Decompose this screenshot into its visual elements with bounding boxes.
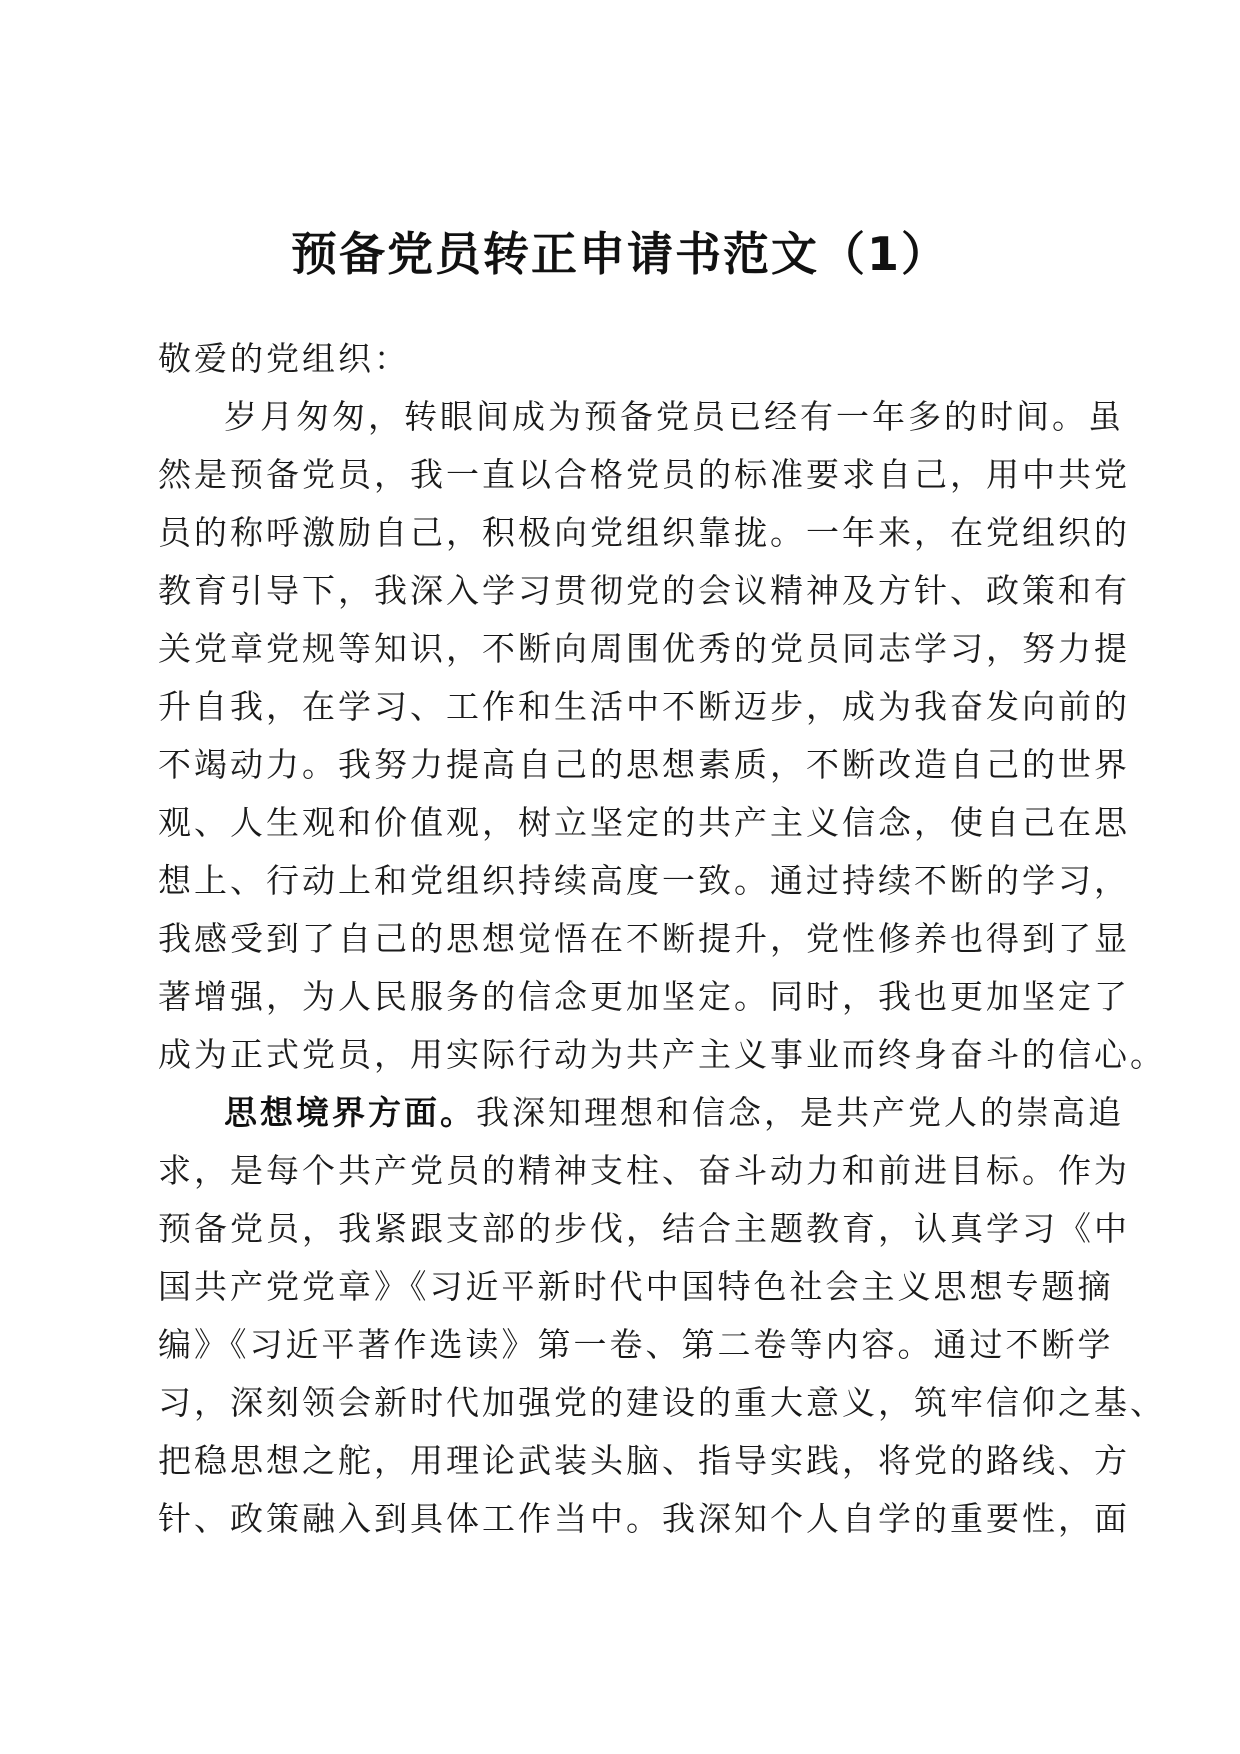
paragraph-line: 我感受到了自己的思想觉悟在不断提升，党性修养也得到了显 xyxy=(158,919,1130,958)
paragraph-line: 观、人生观和价值观，树立坚定的共产主义信念，使自己在思 xyxy=(158,803,1130,842)
paragraph-first-line xyxy=(158,1084,1124,1142)
document-body xyxy=(158,330,1166,1548)
paragraph-line: 针、政策融入到具体工作当中。我深知个人自学的重要性，面 xyxy=(158,1499,1130,1538)
paragraph-line: 员的称呼激励自己，积极向党组织靠拢。一年来，在党组织的 xyxy=(158,513,1130,552)
paragraph-line: 国共产党党章》《习近平新时代中国特色社会主义思想专题摘 xyxy=(158,1267,1114,1306)
paragraph-line: 不竭动力。我努力提高自己的思想素质，不断改造自己的世界 xyxy=(158,745,1130,784)
paragraph-line: 想上、行动上和党组织持续高度一致。通过持续不断的学习， xyxy=(158,861,1130,900)
salutation: 敬爱的党组织： xyxy=(158,339,410,378)
paragraph-line: 然是预备党员，我一直以合格党员的标准要求自己，用中共党 xyxy=(158,455,1130,494)
paragraph-line: 成为正式党员，用实际行动为共产主义事业而终身奋斗的信心。 xyxy=(158,1035,1166,1074)
paragraph-line: 关党章党规等知识，不断向周围优秀的党员同志学习，努力提 xyxy=(158,629,1130,668)
paragraph-line-rest: 我深知理想和信念，是共产党人的崇高追 xyxy=(476,1093,1124,1132)
paragraph-line: 升自我，在学习、工作和生活中不断迈步，成为我奋发向前的 xyxy=(158,687,1130,726)
document-title: 预备党员转正申请书范文（1） xyxy=(290,227,949,281)
paragraph-line: 把稳思想之舵，用理论武装头脑、指导实践，将党的路线、方 xyxy=(158,1441,1130,1480)
paragraph-line: 教育引导下，我深入学习贯彻党的会议精神及方针、政策和有 xyxy=(158,571,1130,610)
paragraph-line: 著增强，为人民服务的信念更加坚定。同时，我也更加坚定了 xyxy=(158,977,1130,1016)
paragraph-line: 习，深刻领会新时代加强党的建设的重大意义，筑牢信仰之基、 xyxy=(158,1383,1166,1422)
paragraph-line: 求，是每个共产党员的精神支柱、奋斗动力和前进目标。作为 xyxy=(158,1151,1130,1190)
paragraph-line: 编》《习近平著作选读》第一卷、第二卷等内容。通过不断学 xyxy=(158,1325,1114,1364)
paragraph-line: 预备党员，我紧跟支部的步伐，结合主题教育，认真学习《中 xyxy=(158,1209,1130,1248)
section-heading-ideology: 思想境界方面。 xyxy=(224,1093,476,1132)
paragraph-line: 岁月匆匆，转眼间成为预备党员已经有一年多的时间。虽 xyxy=(224,397,1124,436)
